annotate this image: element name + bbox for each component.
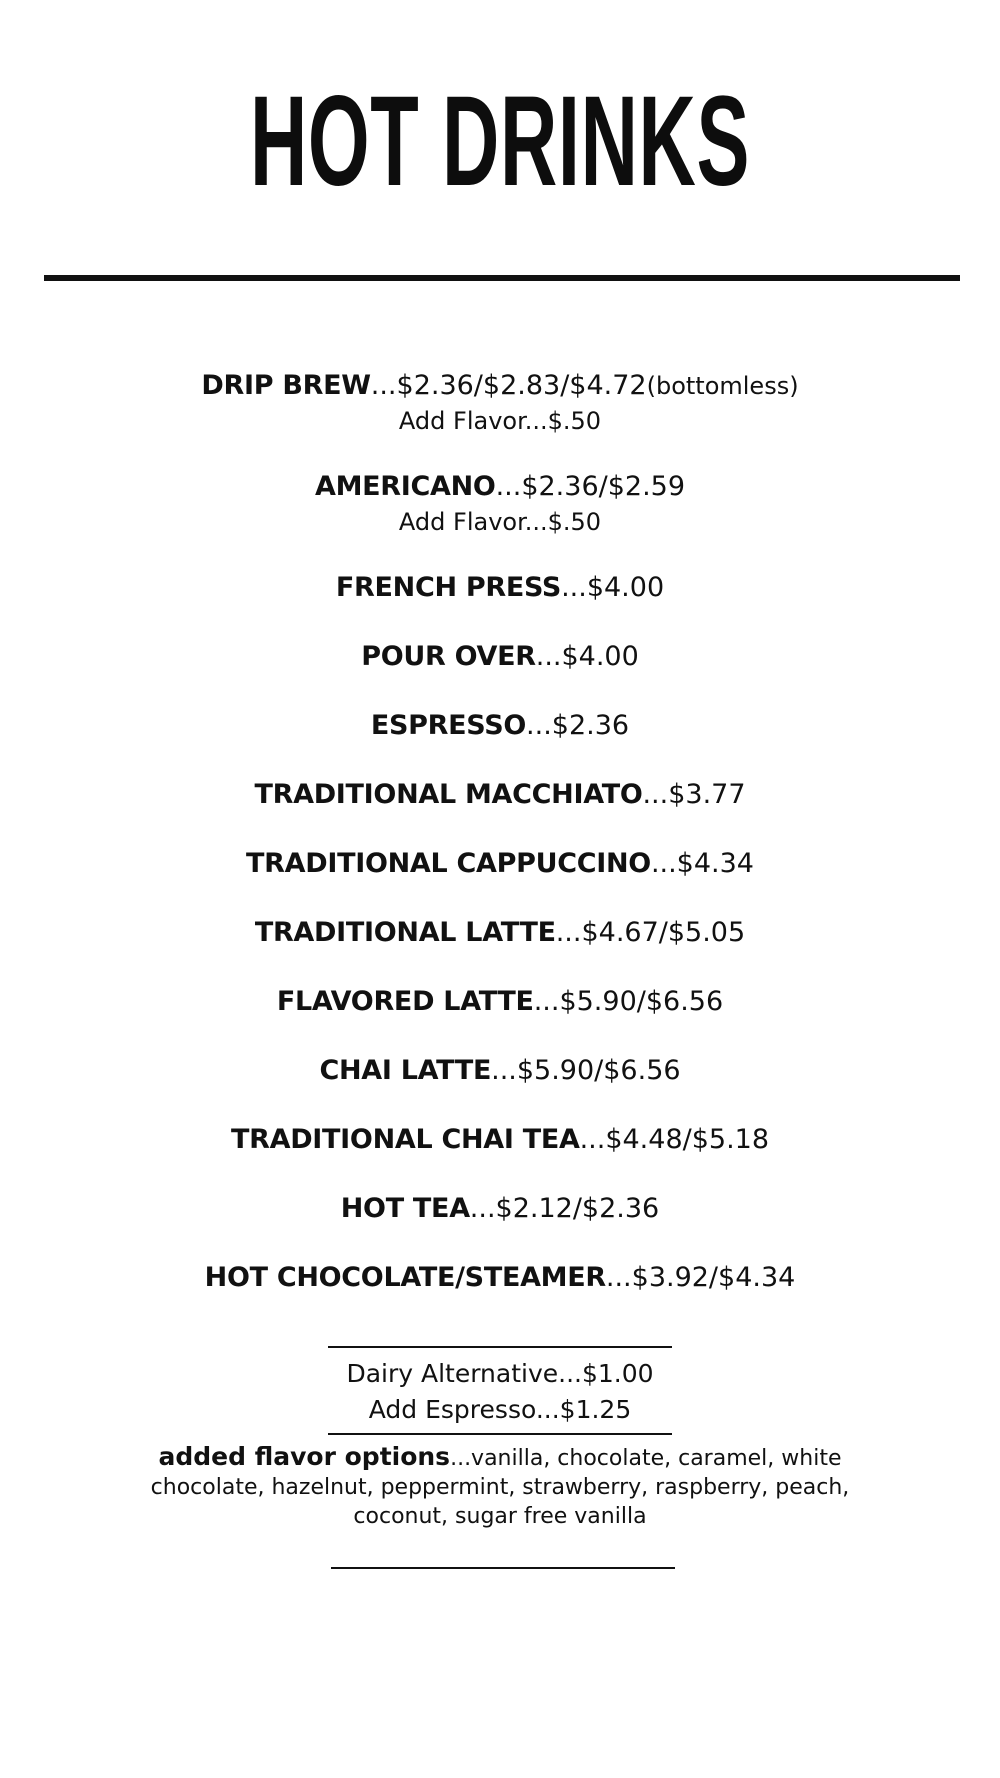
menu-item-hot-tea	[0, 1191, 1000, 1227]
item-name: AMERICANO	[314, 471, 496, 502]
extra-dairy-alternative: Dairy Alternative...$1.00	[346, 1359, 654, 1388]
item-price: ...$4.00	[561, 572, 665, 603]
item-price: ...$4.48/$5.18	[579, 1124, 770, 1155]
item-price: ...$4.34	[650, 848, 754, 879]
item-price: ...$5.90/$6.56	[533, 986, 724, 1017]
item-name: POUR OVER	[361, 641, 536, 672]
menu-item-espresso	[0, 708, 1000, 744]
extras-section	[0, 1346, 1000, 1435]
item-note: (bottomless)	[646, 372, 799, 400]
menu-item-traditional-cappuccino	[0, 846, 1000, 882]
item-price: ...$3.92/$4.34	[605, 1262, 796, 1293]
item-name: HOT TEA	[340, 1193, 470, 1224]
menu-item-chai-latte	[0, 1053, 1000, 1089]
item-price: ...$2.36/$2.59	[495, 471, 686, 502]
menu-item-traditional-chai-tea	[0, 1122, 1000, 1158]
item-addon: Add Flavor...$.50	[398, 407, 602, 435]
item-name: TRADITIONAL CHAI TEA	[230, 1124, 580, 1155]
flavor-options-label: added flavor options	[158, 1442, 451, 1471]
menu-item-traditional-macchiato	[0, 777, 1000, 813]
item-addon: Add Flavor...$.50	[398, 508, 602, 536]
item-name: FRENCH PRESS	[335, 572, 562, 603]
menu-item-pour-over	[0, 639, 1000, 675]
drink-list	[0, 368, 1000, 1296]
flavor-options	[140, 1442, 860, 1531]
menu-item-traditional-latte	[0, 915, 1000, 951]
item-name: TRADITIONAL CAPPUCCINO	[246, 848, 651, 879]
item-name: TRADITIONAL MACCHIATO	[254, 779, 643, 810]
menu-item-drip-brew	[0, 368, 1000, 404]
item-name: ESPRESSO	[370, 710, 527, 741]
item-price: ...$4.00	[535, 641, 639, 672]
item-price: ...$2.36	[526, 710, 630, 741]
item-name: TRADITIONAL LATTE	[254, 917, 556, 948]
item-price: ...$4.67/$5.05	[555, 917, 746, 948]
item-price: ...$2.36/$2.83/$4.72	[370, 370, 647, 401]
item-name: CHAI LATTE	[319, 1055, 492, 1086]
bottom-divider	[331, 1567, 675, 1569]
item-name: FLAVORED LATTE	[276, 986, 534, 1017]
item-name: HOT CHOCOLATE/STEAMER	[204, 1262, 606, 1293]
extra-add-espresso: Add Espresso...$1.25	[368, 1395, 632, 1424]
menu-item-flavored-latte	[0, 984, 1000, 1020]
menu-item-hot-chocolate-steamer	[0, 1260, 1000, 1296]
page-title: HOT DRINKS	[250, 70, 750, 213]
title-divider	[44, 275, 960, 281]
flavor-options-list: ...vanilla, chocolate, caramel, white chocolate, hazelnut, peppermint, strawberry, raspberry, peach, coconut, sugar free vanilla	[150, 1446, 850, 1529]
item-price: ...$3.77	[642, 779, 746, 810]
item-price: ...$5.90/$6.56	[491, 1055, 681, 1086]
item-name: DRIP BREW	[201, 370, 371, 401]
menu-item-americano	[0, 469, 1000, 505]
item-price: ...$2.12/$2.36	[469, 1193, 660, 1224]
menu-item-french-press	[0, 570, 1000, 606]
extras-bottom-divider	[328, 1433, 672, 1435]
